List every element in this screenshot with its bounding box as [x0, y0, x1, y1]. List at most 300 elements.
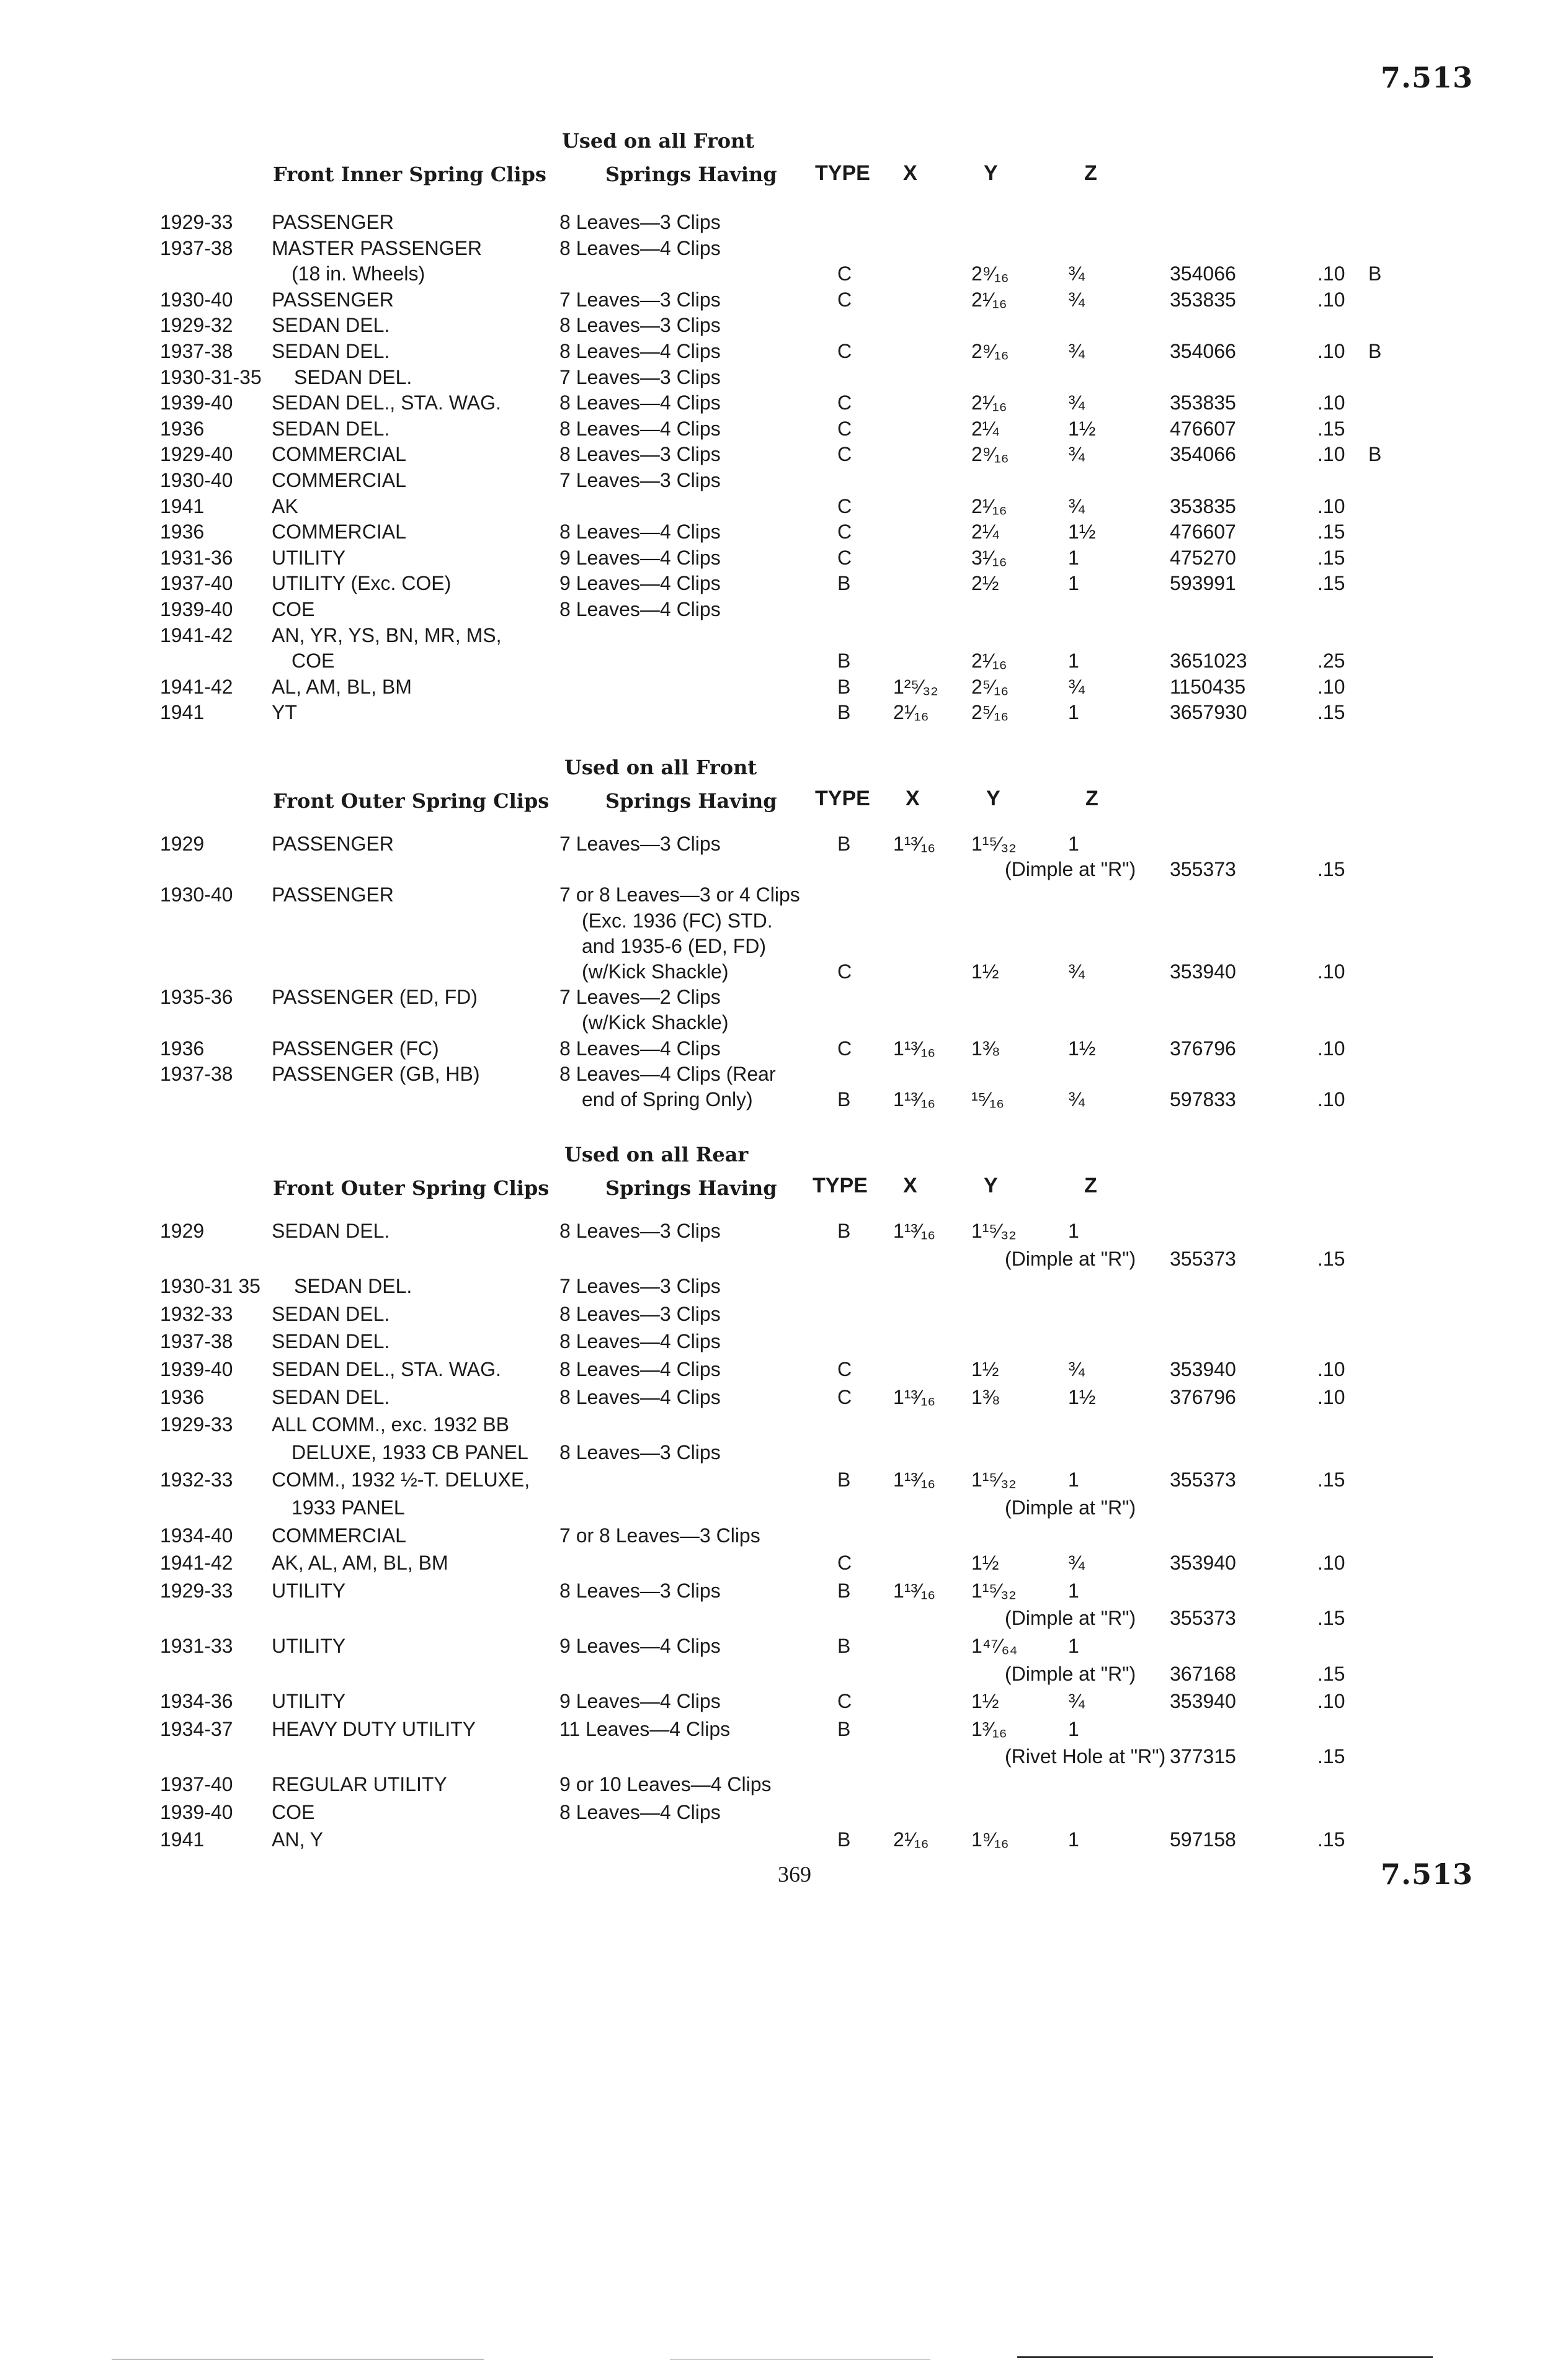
table-row [0, 261, 1568, 288]
col-header-z: Z [1084, 1174, 1097, 1197]
cell-springs: 8 Leaves—4 Clips [559, 1330, 721, 1353]
cell-year: 1941 [160, 1828, 205, 1851]
cell-price: .10 [1317, 1385, 1345, 1408]
cell-year: 1930-31 35 [160, 1275, 261, 1298]
cell-price: .10 [1317, 262, 1345, 285]
cell-springs: 7 or 8 Leaves—3 or 4 Clips [559, 883, 800, 906]
cell-model: SEDAN DEL. [272, 1302, 390, 1325]
cell-springs: 8 Leaves—3 Clips [559, 1302, 721, 1325]
cell-year: 1929-33 [160, 1413, 233, 1436]
cell-type: B [837, 1717, 851, 1740]
table-row [0, 1717, 1568, 1744]
cell-part-number: 376796 [1170, 1385, 1236, 1408]
cell-year: 1929 [160, 1220, 205, 1242]
cell-springs: 8 Leaves—4 Clips [559, 1385, 721, 1408]
cell-model: SEDAN DEL. [272, 1385, 390, 1408]
cell-springs: 7 Leaves—3 Clips [559, 469, 721, 491]
cell-type: C [837, 546, 852, 569]
cell-part-number: 597158 [1170, 1828, 1236, 1851]
col-header-x: X [903, 1174, 917, 1197]
table-row [0, 313, 1568, 340]
cell-part-number: 377315 [1170, 1745, 1236, 1768]
springs-header-line1: Used on all Front [564, 756, 757, 779]
cell-y: 1³⁄₁₆ [971, 1717, 1007, 1740]
table-row [0, 959, 1568, 986]
cell-springs: 9 Leaves—4 Clips [559, 546, 721, 569]
table-row [0, 1772, 1568, 1799]
table-row [0, 831, 1568, 859]
cell-part-number: 353940 [1170, 1358, 1236, 1380]
table-row [0, 365, 1568, 392]
cell-z: ¾ [1068, 1552, 1085, 1575]
cell-z: ¾ [1068, 391, 1085, 414]
cell-type: C [837, 960, 852, 983]
cell-year: 1937-40 [160, 572, 233, 595]
cell-model: UTILITY [272, 546, 346, 569]
cell-springs: 8 Leaves—3 Clips [559, 1220, 721, 1242]
table-row [0, 1744, 1568, 1771]
cell-springs: 7 Leaves—2 Clips [559, 986, 721, 1009]
cell-part-number: 354066 [1170, 340, 1236, 362]
cell-y: 1¹⁵⁄₃₂ [971, 1220, 1017, 1242]
table-row [0, 494, 1568, 521]
col-header-z: Z [1084, 161, 1097, 185]
table-row [0, 1274, 1568, 1301]
cell-springs: (w/Kick Shackle) [582, 960, 729, 983]
cell-price: .15 [1317, 1828, 1345, 1851]
springs-header-line2: Springs Having [605, 163, 777, 186]
cell-x: 1¹³⁄₁₆ [893, 1220, 936, 1242]
col-header-x: X [906, 787, 920, 810]
cell-model: PASSENGER (ED, FD) [272, 986, 478, 1009]
cell-springs: (w/Kick Shackle) [582, 1011, 729, 1034]
cell-year: 1937-38 [160, 236, 233, 259]
cell-type: B [837, 1828, 851, 1851]
cell-model: AK [272, 494, 298, 517]
cell-price: .15 [1317, 1745, 1345, 1768]
cell-part-number: 353940 [1170, 1552, 1236, 1575]
cell-model: COMMERCIAL [272, 443, 406, 466]
col-header-y: Y [984, 161, 998, 185]
table-row [0, 339, 1568, 366]
cell-springs: 8 Leaves—4 Clips [559, 391, 721, 414]
cell-model: REGULAR UTILITY [272, 1773, 447, 1795]
table-row [0, 1606, 1568, 1633]
cell-z: 1½ [1068, 521, 1096, 543]
cell-springs: 7 or 8 Leaves—3 Clips [559, 1524, 760, 1547]
cell-part-number: 354066 [1170, 262, 1236, 285]
cell-part-number: 353940 [1170, 960, 1236, 983]
cell-type: C [837, 1690, 852, 1713]
cell-price: .15 [1317, 1607, 1345, 1630]
cell-x: 2¹⁄₁₆ [893, 1828, 929, 1851]
cell-price: .10 [1317, 391, 1345, 414]
cell-part-number: 376796 [1170, 1037, 1236, 1060]
cell-year: 1939-40 [160, 1800, 233, 1823]
cell-x: 1¹³⁄₁₆ [893, 833, 936, 855]
cell-z: ¾ [1068, 288, 1085, 311]
cell-model: AK, AL, AM, BL, BM [272, 1552, 448, 1575]
cell-springs: 7 Leaves—3 Clips [559, 833, 721, 855]
cell-year: 1932-33 [160, 1302, 233, 1325]
col-header-y: Y [986, 787, 1000, 810]
cell-type: C [837, 1358, 852, 1380]
cell-springs: 8 Leaves—4 Clips [559, 417, 721, 440]
cell-price: .15 [1317, 572, 1345, 595]
table-row [0, 1523, 1568, 1550]
col-header-type: TYPE [815, 161, 870, 185]
table-row [0, 1467, 1568, 1495]
springs-header-line2: Springs Having [605, 789, 777, 813]
cell-price: .10 [1317, 1358, 1345, 1380]
cell-z: 1 [1068, 1828, 1079, 1851]
cell-y: 1½ [971, 1690, 999, 1713]
cell-model: MASTER PASSENGER [272, 236, 483, 259]
cell-price: .10 [1317, 1690, 1345, 1713]
cell-model: ALL COMM., exc. 1932 BB [272, 1413, 509, 1436]
cell-type: C [837, 494, 852, 517]
cell-year: 1941-42 [160, 1552, 233, 1575]
cell-model: COE [272, 1800, 315, 1823]
cell-x: 1¹³⁄₁₆ [893, 1088, 936, 1111]
cell-springs: 8 Leaves—4 Clips [559, 1037, 721, 1060]
cell-y: 2⁹⁄₁₆ [971, 340, 1009, 362]
cell-springs: 7 Leaves—3 Clips [559, 1275, 721, 1298]
cell-model: PASSENGER (FC) [272, 1037, 439, 1060]
col-header-z: Z [1085, 787, 1098, 810]
cell-year: 1934-40 [160, 1524, 233, 1547]
cell-model: SEDAN DEL., STA. WAG. [272, 1358, 501, 1380]
cell-model: SEDAN DEL., STA. WAG. [272, 391, 501, 414]
cell-part-number: 355373 [1170, 1607, 1236, 1630]
table-row [0, 882, 1568, 910]
cell-price: .10 [1317, 1552, 1345, 1575]
cell-springs: 8 Leaves—4 Clips [559, 340, 721, 362]
cell-note: (Dimple at "R") [1005, 1247, 1136, 1270]
cell-part-number: 353835 [1170, 494, 1236, 517]
cell-flag: B [1368, 443, 1382, 466]
cell-model: COMM., 1932 ½-T. DELUXE, [272, 1468, 530, 1491]
table-row [0, 1218, 1568, 1246]
table-row [0, 1036, 1568, 1063]
cell-price: .10 [1317, 1037, 1345, 1060]
cell-type: B [837, 650, 851, 673]
cell-price: .15 [1317, 417, 1345, 440]
cell-year: 1931-33 [160, 1635, 233, 1657]
cell-y: 2⁵⁄₁₆ [971, 675, 1009, 698]
table-row [0, 1550, 1568, 1578]
cell-part-number: 367168 [1170, 1662, 1236, 1685]
cell-note: (Dimple at "R") [1005, 1607, 1136, 1630]
cell-springs: 9 Leaves—4 Clips [559, 1635, 721, 1657]
cell-year: 1939-40 [160, 391, 233, 414]
section-number-bottom: 7.513 [1381, 1857, 1474, 1891]
cell-part-number: 353835 [1170, 391, 1236, 414]
cell-model: PASSENGER [272, 211, 394, 233]
cell-y: 1¹⁵⁄₃₂ [971, 1468, 1017, 1491]
cell-model: COMMERCIAL [272, 469, 406, 491]
cell-year: 1936 [160, 521, 205, 543]
cell-z: 1 [1068, 833, 1079, 855]
cell-y: 1⁹⁄₁₆ [971, 1828, 1009, 1851]
cell-y: 1¹⁵⁄₃₂ [971, 833, 1017, 855]
cell-year: 1929-40 [160, 443, 233, 466]
cell-price: .25 [1317, 650, 1345, 673]
cell-part-number: 355373 [1170, 1247, 1236, 1270]
cell-model: SEDAN DEL. [272, 417, 390, 440]
cell-year: 1941 [160, 701, 205, 724]
cell-y: 2½ [971, 572, 999, 595]
cell-year: 1929-33 [160, 211, 233, 233]
cell-part-number: 353940 [1170, 1690, 1236, 1713]
cell-year: 1941 [160, 494, 205, 517]
cell-price: .15 [1317, 546, 1345, 569]
cell-z: 1½ [1068, 1385, 1096, 1408]
cell-model: COMMERCIAL [272, 521, 406, 543]
cell-y: ¹⁵⁄₁₆ [971, 1088, 1004, 1111]
table-row [0, 571, 1568, 598]
table-row [0, 1357, 1568, 1384]
cell-model: COMMERCIAL [272, 1524, 406, 1547]
cell-price: .15 [1317, 858, 1345, 881]
table-row [0, 908, 1568, 936]
springs-header-line2: Springs Having [605, 1176, 777, 1200]
cell-year: 1930-40 [160, 883, 233, 906]
table-row [0, 1440, 1568, 1467]
table-row [0, 1246, 1568, 1274]
cell-springs: 8 Leaves—3 Clips [559, 443, 721, 466]
section-number-top: 7.513 [1381, 61, 1474, 94]
cell-springs: 8 Leaves—3 Clips [559, 314, 721, 337]
cell-model: SEDAN DEL. [272, 314, 390, 337]
cell-part-number: 1150435 [1170, 675, 1246, 698]
cell-springs: 7 Leaves—3 Clips [559, 365, 721, 388]
cell-model: HEAVY DUTY UTILITY [272, 1717, 476, 1740]
cell-type: C [837, 1385, 852, 1408]
cell-price: .15 [1317, 1247, 1345, 1270]
cell-year: 1937-38 [160, 1330, 233, 1353]
cell-springs: 7 Leaves—3 Clips [559, 288, 721, 311]
cell-part-number: 353835 [1170, 288, 1236, 311]
cell-z: ¾ [1068, 1358, 1085, 1380]
cell-type: C [837, 1037, 852, 1060]
table-row [0, 390, 1568, 418]
table-row [0, 674, 1568, 702]
cell-part-number: 593991 [1170, 572, 1236, 595]
cell-springs: 9 Leaves—4 Clips [559, 572, 721, 595]
cell-type: B [837, 701, 851, 724]
cell-y: 2⁹⁄₁₆ [971, 443, 1009, 466]
table-row [0, 597, 1568, 624]
cell-model: AN, YR, YS, BN, MR, MS, [272, 624, 502, 646]
cell-z: 1 [1068, 1635, 1079, 1657]
cell-model: DELUXE, 1933 CB PANEL [292, 1441, 528, 1464]
cell-z: 1½ [1068, 417, 1096, 440]
cell-z: ¾ [1068, 1088, 1085, 1111]
cell-type: B [837, 675, 851, 698]
cell-type: B [837, 572, 851, 595]
cell-z: 1 [1068, 1220, 1079, 1242]
cell-year: 1936 [160, 1385, 205, 1408]
cell-year: 1930-31-35 [160, 365, 262, 388]
cell-z: 1 [1068, 650, 1079, 673]
cell-springs: 8 Leaves—4 Clips (Rear [559, 1062, 776, 1085]
table-row [0, 287, 1568, 315]
cell-price: .10 [1317, 340, 1345, 362]
cell-x: 1¹³⁄₁₆ [893, 1385, 936, 1408]
cell-type: B [837, 1635, 851, 1657]
cell-type: C [837, 340, 852, 362]
table-row [0, 236, 1568, 263]
table-row [0, 1578, 1568, 1606]
table-row [0, 1495, 1568, 1522]
cell-year: 1937-38 [160, 1062, 233, 1085]
cell-springs: 9 Leaves—4 Clips [559, 1690, 721, 1713]
cell-year: 1930-40 [160, 469, 233, 491]
cell-note: (Dimple at "R") [1005, 858, 1136, 881]
cell-model: PASSENGER [272, 883, 394, 906]
cell-springs: 8 Leaves—4 Clips [559, 521, 721, 543]
cell-y: 2¹⁄₁₆ [971, 494, 1007, 517]
cell-price: .15 [1317, 1468, 1345, 1491]
cell-springs: 11 Leaves—4 Clips [559, 1717, 731, 1740]
cell-z: ¾ [1068, 262, 1085, 285]
cell-part-number: 3657930 [1170, 701, 1247, 724]
cell-year: 1941-42 [160, 675, 233, 698]
cell-price: .15 [1317, 701, 1345, 724]
col-header-type: TYPE [813, 1174, 868, 1197]
table-row [0, 1329, 1568, 1356]
cell-z: ¾ [1068, 960, 1085, 983]
cell-model: PASSENGER (GB, HB) [272, 1062, 480, 1085]
table-row [0, 857, 1568, 884]
cell-part-number: 3651023 [1170, 650, 1247, 673]
cell-year: 1937-40 [160, 1773, 233, 1795]
cell-type: B [837, 1579, 851, 1602]
cell-springs: (Exc. 1936 (FC) STD. [582, 909, 773, 932]
cell-springs: 8 Leaves—3 Clips [559, 1441, 721, 1464]
cell-flag: B [1368, 340, 1382, 362]
table-row [0, 545, 1568, 573]
table-row [0, 934, 1568, 961]
cell-note: (Dimple at "R") [1005, 1662, 1136, 1685]
cell-year: 1939-40 [160, 598, 233, 620]
table-row [0, 648, 1568, 676]
cell-type: C [837, 443, 852, 466]
cell-type: C [837, 288, 852, 311]
cell-flag: B [1368, 262, 1382, 285]
springs-header-line1: Used on all Front [562, 129, 755, 153]
cell-model: PASSENGER [272, 288, 394, 311]
cell-springs: end of Spring Only) [582, 1088, 753, 1111]
cell-model: UTILITY [272, 1579, 346, 1602]
cell-springs: and 1935-6 (ED, FD) [582, 934, 767, 957]
cell-year: 1929 [160, 833, 205, 855]
cell-model: COE [272, 598, 315, 620]
cell-y: 1⁴⁷⁄₆₄ [971, 1635, 1018, 1657]
cell-x: 1¹³⁄₁₆ [893, 1579, 936, 1602]
table-row [0, 1689, 1568, 1716]
table-row [0, 1087, 1568, 1114]
cell-z: ¾ [1068, 340, 1085, 362]
cell-springs: 8 Leaves—4 Clips [559, 1358, 721, 1380]
cell-model: AL, AM, BL, BM [272, 675, 412, 698]
cell-year: 1929-33 [160, 1579, 233, 1602]
cell-springs: 8 Leaves—3 Clips [559, 1579, 721, 1602]
cell-model: AN, Y [272, 1828, 323, 1851]
cell-type: C [837, 417, 852, 440]
cell-springs: 9 or 10 Leaves—4 Clips [559, 1773, 772, 1795]
cell-type: B [837, 833, 851, 855]
cell-model: PASSENGER [272, 833, 394, 855]
cell-y: 1¹⁵⁄₃₂ [971, 1579, 1017, 1602]
cell-part-number: 597833 [1170, 1088, 1236, 1111]
cell-springs: 8 Leaves—4 Clips [559, 236, 721, 259]
cell-x: 1²⁵⁄₃₂ [893, 675, 938, 698]
table-row [0, 985, 1568, 1012]
cell-model: COE [292, 650, 335, 673]
cell-model: 1933 PANEL [292, 1496, 405, 1519]
cell-part-number: 355373 [1170, 858, 1236, 881]
cell-type: B [837, 1220, 851, 1242]
cell-y: 1⅜ [971, 1385, 999, 1408]
cell-y: 2¹⁄₁₆ [971, 650, 1007, 673]
cell-part-number: 355373 [1170, 1468, 1236, 1491]
cell-y: 3¹⁄₁₆ [971, 546, 1007, 569]
table-row [0, 700, 1568, 727]
cell-model: SEDAN DEL. [272, 340, 390, 362]
cell-price: .10 [1317, 675, 1345, 698]
table-row [0, 1661, 1568, 1689]
table-row [0, 416, 1568, 444]
cell-model: UTILITY [272, 1690, 346, 1713]
cell-price: .10 [1317, 1088, 1345, 1111]
cell-year: 1934-37 [160, 1717, 233, 1740]
cell-year: 1934-36 [160, 1690, 233, 1713]
cell-z: ¾ [1068, 494, 1085, 517]
cell-z: ¾ [1068, 443, 1085, 466]
cell-y: 2⁹⁄₁₆ [971, 262, 1009, 285]
cell-model: (18 in. Wheels) [292, 262, 425, 285]
table-row [0, 1827, 1568, 1854]
cell-y: 1½ [971, 1358, 999, 1380]
cell-note: (Rivet Hole at "R") [1005, 1745, 1166, 1768]
cell-model: SEDAN DEL. [294, 365, 412, 388]
cell-year: 1939-40 [160, 1358, 233, 1380]
cell-z: 1 [1068, 546, 1079, 569]
cell-type: C [837, 1552, 852, 1575]
table-row [0, 623, 1568, 650]
cell-year: 1936 [160, 417, 205, 440]
table-row [0, 1302, 1568, 1329]
cell-type: C [837, 262, 852, 285]
cell-z: 1 [1068, 701, 1079, 724]
table-row [0, 1385, 1568, 1412]
table-row [0, 1800, 1568, 1827]
cell-year: 1937-38 [160, 340, 233, 362]
table-row [0, 210, 1568, 237]
cell-x: 2¹⁄₁₆ [893, 701, 929, 724]
cell-z: ¾ [1068, 675, 1085, 698]
section-title: Front Outer Spring Clips [273, 1176, 550, 1200]
cell-x: 1¹³⁄₁₆ [893, 1037, 936, 1060]
cell-x: 1¹³⁄₁₆ [893, 1468, 936, 1491]
table-row [0, 1412, 1568, 1439]
col-header-type: TYPE [815, 787, 870, 810]
cell-year: 1936 [160, 1037, 205, 1060]
table-row [0, 442, 1568, 469]
cell-model: SEDAN DEL. [272, 1220, 390, 1242]
